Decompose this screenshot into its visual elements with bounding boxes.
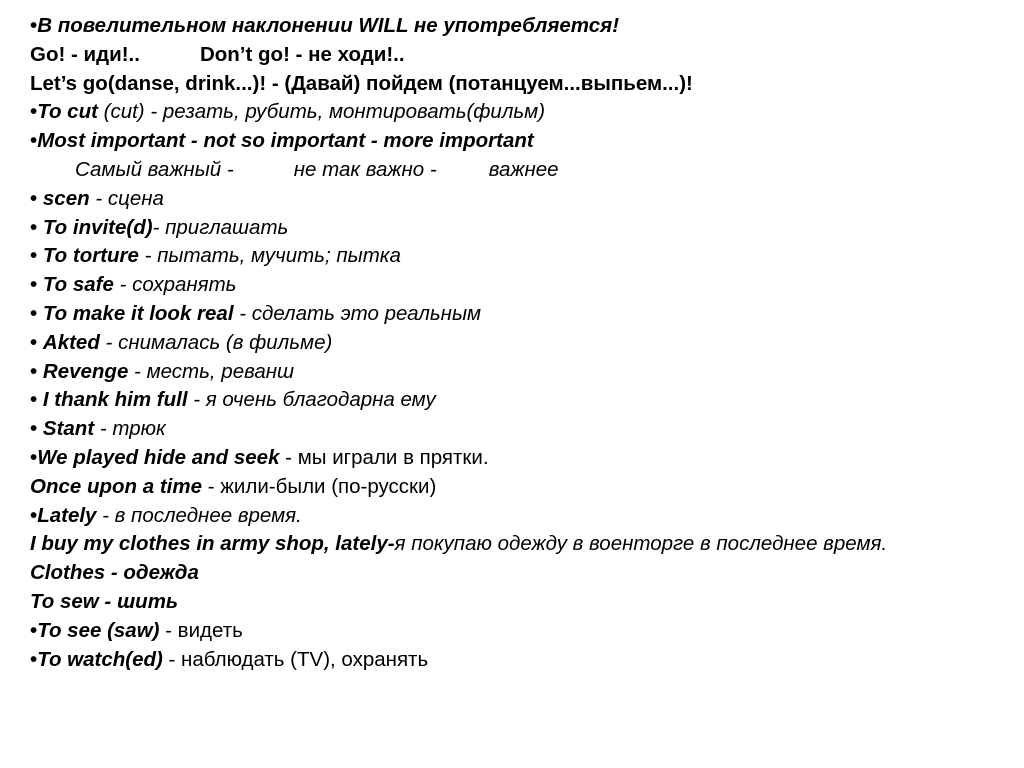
note-imperative-will xyxy=(30,12,990,41)
example-army-shop xyxy=(30,530,960,559)
bullet-marker: • xyxy=(30,388,38,412)
vocab-torture xyxy=(30,242,990,271)
term: To watch(ed) xyxy=(37,647,163,671)
vocab-akted xyxy=(30,329,990,358)
example-lets-go xyxy=(30,70,990,99)
vocab-most-important xyxy=(30,127,990,156)
term: To sew - шить xyxy=(30,589,179,613)
bullet-marker: • xyxy=(30,330,38,354)
vocab-stant xyxy=(30,415,990,444)
bullet-marker: • xyxy=(30,417,38,441)
vocab-revenge xyxy=(30,358,990,387)
translation: - мы играли в прятки. xyxy=(279,445,489,469)
vocab-once-upon-a-time xyxy=(30,473,990,502)
bullet-marker: • xyxy=(30,14,38,37)
bullet-marker: • xyxy=(30,301,38,325)
bullet-marker: • xyxy=(30,129,38,153)
example-dont-go-text: Don’t go! - не ходи!.. xyxy=(199,42,405,66)
vocab-to-sew xyxy=(30,588,990,617)
term: Once upon a time xyxy=(30,474,202,498)
bullet-marker: • xyxy=(30,445,38,469)
example-go xyxy=(30,41,990,70)
bullet-marker: • xyxy=(30,186,38,210)
bullet-marker: • xyxy=(30,618,38,642)
term: To torture xyxy=(42,244,139,268)
term: scen xyxy=(42,186,90,210)
vocab-most-important-translation xyxy=(30,156,990,185)
term: To invite(d) xyxy=(42,215,153,239)
bullet-marker: • xyxy=(30,244,38,268)
bullet-marker: • xyxy=(30,273,38,297)
term: Lately xyxy=(37,503,97,527)
example-lets-go-text: Let’s go(danse, drink...)! - (Давай) пойдем (потанцуем...выпьем...)! xyxy=(30,71,693,95)
translation: - месть, реванш xyxy=(128,359,295,383)
translation: - пытать, мучить; пытка xyxy=(138,244,401,268)
term: I thank him full xyxy=(42,388,188,412)
translation: - видеть xyxy=(159,618,243,642)
term: To see (saw) xyxy=(37,618,160,642)
vocab-to-see xyxy=(30,617,990,646)
translation: - трюк xyxy=(94,417,166,441)
term: To cut xyxy=(37,100,98,124)
vocab-to-cut xyxy=(30,98,990,127)
translation-c: важнее xyxy=(488,157,559,181)
bullet-marker: • xyxy=(30,647,38,671)
vocab-scen xyxy=(30,185,990,214)
document-page xyxy=(30,12,990,674)
term: I buy my clothes in army shop, lately- xyxy=(30,532,395,556)
term: Most important - not so important - more important xyxy=(37,129,534,153)
translation-a: Самый важный - xyxy=(75,157,234,181)
note-text: В повелительном наклонении WILL не употребляется! xyxy=(37,14,620,37)
term: To make it look real xyxy=(42,301,234,325)
term: We played hide and seek xyxy=(37,445,280,469)
translation: - жили-были (по-русски) xyxy=(202,474,437,498)
bullet-marker: • xyxy=(30,359,38,383)
example-go-text: Go! - иди!.. xyxy=(30,42,140,66)
vocab-lately xyxy=(30,502,990,531)
vocab-hide-and-seek xyxy=(30,444,990,473)
translation: - снималась (в фильме) xyxy=(99,330,333,354)
translation: - сохранять xyxy=(113,273,237,297)
vocab-invite xyxy=(30,214,990,243)
translation-b: не так важно - xyxy=(293,157,437,181)
term: Revenge xyxy=(42,359,129,383)
bullet-marker: • xyxy=(30,215,38,239)
translation: я покупаю одежду в военторге в последнее время. xyxy=(394,532,888,556)
vocab-safe xyxy=(30,271,990,300)
translation: - сцена xyxy=(89,186,164,210)
translation: - сделать это реальным xyxy=(233,301,482,325)
term: Stant xyxy=(42,417,95,441)
bullet-marker: • xyxy=(30,100,38,124)
term: Akted xyxy=(42,330,100,354)
vocab-thank-him-full xyxy=(30,386,990,415)
vocab-clothes xyxy=(30,559,990,588)
bullet-marker: • xyxy=(30,503,38,527)
translation: - наблюдать (TV), охранять xyxy=(162,647,429,671)
translation: (cut) - резать, рубить, монтировать(фильм) xyxy=(97,100,546,124)
vocab-make-it-look-real xyxy=(30,300,990,329)
translation: - в последнее время. xyxy=(96,503,302,527)
term: Clothes - одежда xyxy=(30,561,199,585)
term: To safe xyxy=(42,273,114,297)
translation: - я очень благодарна ему xyxy=(187,388,436,412)
translation: - приглашать xyxy=(152,215,289,239)
vocab-to-watch xyxy=(30,646,990,675)
